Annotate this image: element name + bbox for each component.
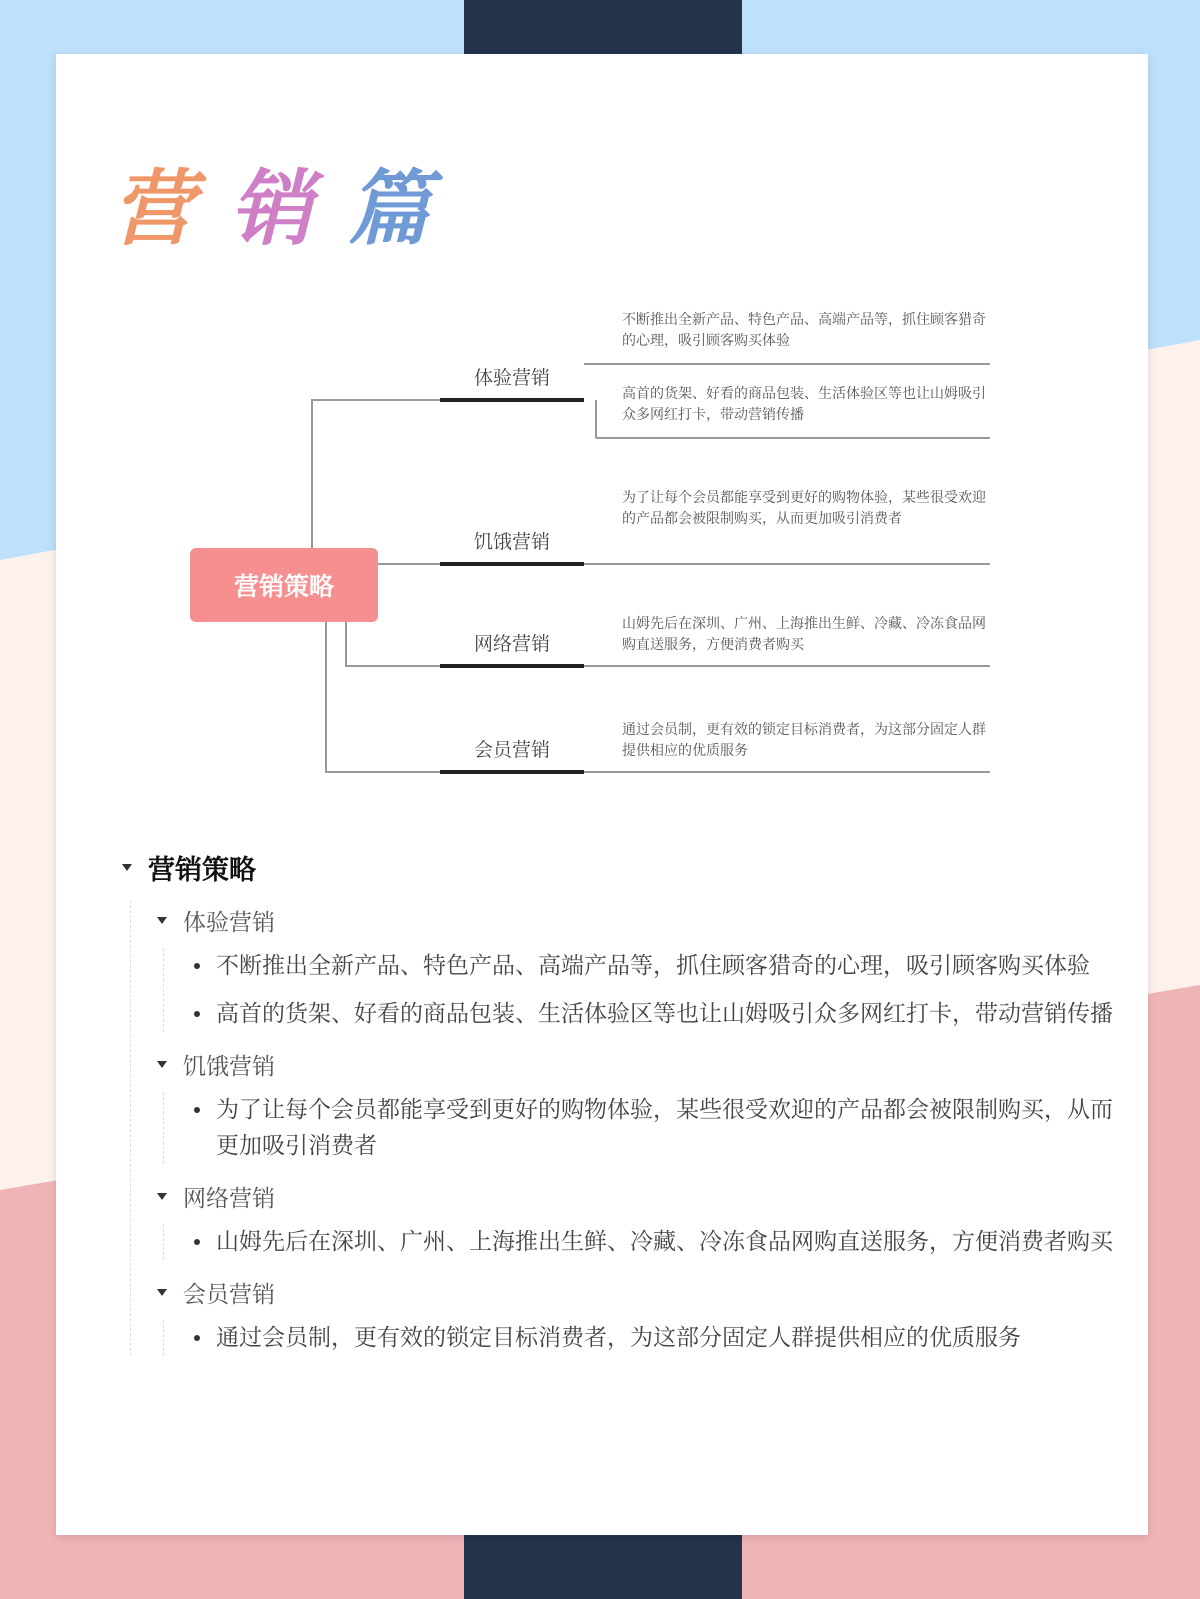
outline-category-items [163,948,1132,1032]
outline-category-items [163,1320,1132,1356]
collapse-caret-icon[interactable] [157,1193,167,1200]
collapse-caret-icon[interactable] [122,864,132,871]
list-item: 高首的货架、好看的商品包装、生活体验区等也让山姆吸引众多网红打卡，带动营销传播 [192,996,1132,1032]
mindmap-branch-1: 体验营销 [473,367,551,389]
top-dark-tab [464,0,742,58]
outline-branch [130,900,1132,1356]
outline-category-items [163,1092,1132,1164]
mindmap-note-1-1: 不断推出全新产品、特色产品、高端产品等，抓住顾客猎奇的心理，吸引顾客购买体验 [622,312,986,349]
outline-root[interactable] [122,844,1132,890]
mindmap-note-1-2: 高首的货架、好看的商品包装、生活体验区等也让山姆吸引众多网红打卡，带动营销传播 [622,386,986,423]
outline-category-label: 网络营销 [183,1185,275,1212]
title-char-2: 销 [230,161,348,257]
outline-category-4[interactable] [157,1272,1132,1312]
outline-category-label: 饥饿营销 [183,1053,275,1080]
list-item: 不断推出全新产品、特色产品、高端产品等，抓住顾客猎奇的心理，吸引顾客购买体验 [192,948,1132,984]
outline-root-label: 营销策略 [148,854,256,886]
title-char-1: 营 [112,161,230,257]
outline-category-label: 会员营销 [183,1281,275,1308]
outline-category-3[interactable] [157,1176,1132,1216]
mindmap-root-label: 营销策略 [233,572,335,601]
outline-category-label: 体验营销 [183,909,275,936]
mindmap-branch-4: 会员营销 [473,739,551,761]
mindmap-note-4-1: 通过会员制，更有效的锁定目标消费者，为这部分固定人群提供相应的优质服务 [622,722,986,759]
outline-list [122,844,1132,1368]
list-item: 为了让每个会员都能享受到更好的购物体验，某些很受欢迎的产品都会被限制购买，从而更加吸引消费者 [192,1092,1132,1164]
list-item: 通过会员制，更有效的锁定目标消费者，为这部分固定人群提供相应的优质服务 [192,1320,1132,1356]
connector-root-branch-4 [326,622,386,772]
mindmap-branch-2: 饥饿营销 [473,531,551,553]
connector-root-branch-1 [312,400,386,550]
collapse-caret-icon[interactable] [157,1289,167,1296]
outline-category-1[interactable] [157,900,1132,940]
outline-category-2[interactable] [157,1044,1132,1084]
connector-root-branch-3 [346,622,386,666]
mindmap-diagram [56,54,1148,814]
title-char-3: 篇 [348,161,466,257]
content-card [56,54,1148,1535]
collapse-caret-icon[interactable] [157,1061,167,1068]
outline-category-items [163,1224,1132,1260]
bottom-dark-tab [464,1535,742,1599]
mindmap-note-2-1: 为了让每个会员都能享受到更好的购物体验，某些很受欢迎的产品都会被限制购买，从而更加吸引消费者 [622,490,986,527]
list-item: 山姆先后在深圳、广州、上海推出生鲜、冷藏、冷冻食品网购直送服务，方便消费者购买 [192,1224,1132,1260]
collapse-caret-icon[interactable] [157,917,167,924]
mindmap-branch-3: 网络营销 [473,633,551,655]
mindmap-note-3-1: 山姆先后在深圳、广州、上海推出生鲜、冷藏、冷冻食品网购直送服务，方便消费者购买 [622,616,986,653]
